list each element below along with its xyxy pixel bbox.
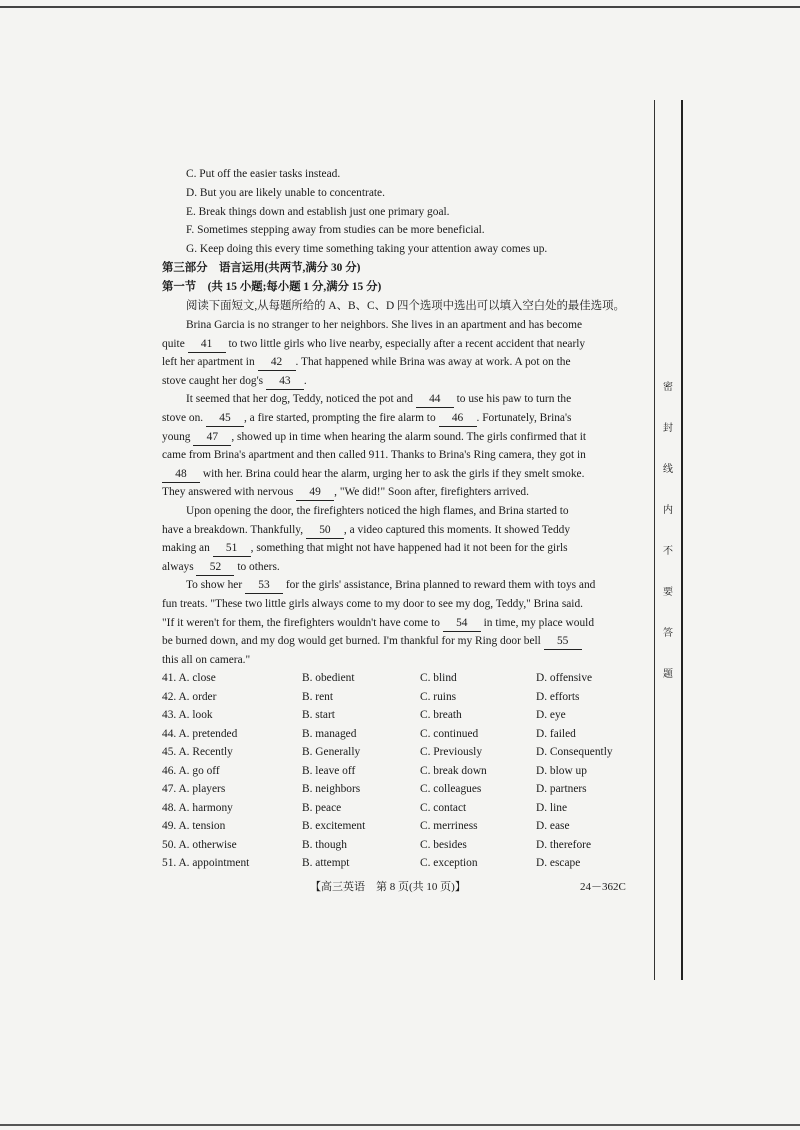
question-option-a: 51. A. appointment bbox=[162, 857, 250, 869]
passage-text: in time, my place would bbox=[480, 616, 595, 629]
passage-line bbox=[162, 466, 584, 483]
passage-line bbox=[162, 447, 586, 463]
passage-line bbox=[186, 391, 571, 408]
question-option-d: D. therefore bbox=[536, 838, 592, 851]
question-option-c: C. colleagues bbox=[420, 783, 482, 795]
question-option-c: C. Previously bbox=[420, 746, 483, 758]
question-option-d: D. offensive bbox=[536, 672, 593, 684]
question-option-a: 42. A. order bbox=[162, 690, 217, 703]
question-option-c: C. merriness bbox=[420, 820, 478, 832]
option-e: E. Break things down and establish just one primary goal. bbox=[186, 206, 450, 218]
passage-text: be burned down, and my dog would get burned. I'm thankful for my Ring door bell bbox=[162, 635, 544, 648]
question-option-c: C. break down bbox=[420, 764, 487, 777]
passage-line bbox=[162, 540, 568, 557]
question-option-b: B. managed bbox=[302, 727, 357, 740]
question-option-a: 43. A. look bbox=[162, 709, 213, 721]
option-d: D. But you are likely unable to concentrate. bbox=[186, 187, 385, 199]
question-row bbox=[162, 837, 638, 853]
question-option-c: C. exception bbox=[420, 857, 478, 869]
answer-blank[interactable]: 54 bbox=[443, 615, 481, 632]
question-option-a: 49. A. tension bbox=[162, 820, 226, 832]
passage-text: making an bbox=[162, 542, 213, 555]
passage-text: to others. bbox=[234, 560, 280, 573]
question-option-c: C. contact bbox=[420, 801, 467, 814]
question-option-b: B. start bbox=[302, 709, 335, 721]
answer-blank[interactable]: 48 bbox=[162, 466, 200, 483]
question-option-b: B. excitement bbox=[302, 820, 366, 832]
question-option-c: C. breath bbox=[420, 709, 462, 721]
passage-text: came from Brina's apartment and then called 911. Thanks to Brina's Ring camera, they got in bbox=[162, 449, 586, 462]
seal-char: 不 bbox=[663, 546, 673, 557]
question-row bbox=[162, 744, 638, 760]
answer-blank[interactable]: 49 bbox=[296, 484, 334, 501]
passage-text: young bbox=[162, 430, 194, 443]
question-row bbox=[162, 781, 638, 797]
part-title: 第三部分 语言运用(共两节,满分 30 分) bbox=[162, 262, 361, 274]
passage-text: , a fire started, prompting the fire alarm to bbox=[243, 412, 439, 424]
top-border bbox=[0, 6, 800, 8]
binding-rule bbox=[654, 100, 655, 980]
seal-char: 密 bbox=[663, 382, 673, 393]
passage-text: quite bbox=[162, 337, 188, 350]
question-row bbox=[162, 763, 638, 779]
passage-line bbox=[162, 559, 280, 576]
passage-text: Brina Garcia is no stranger to her neighbors. She lives in an apartment and has become bbox=[186, 319, 583, 331]
question-option-a: 41. A. close bbox=[162, 672, 216, 684]
question-option-a: 44. A. pretended bbox=[162, 727, 238, 740]
passage-line bbox=[162, 373, 307, 390]
question-option-c: C. blind bbox=[420, 672, 457, 684]
question-option-a: 46. A. go off bbox=[162, 764, 220, 777]
passage-text: , a video captured this moments. It showed Teddy bbox=[343, 523, 571, 536]
seal-char: 题 bbox=[663, 669, 673, 680]
option-f: F. Sometimes stepping away from studies can be more beneficial. bbox=[186, 224, 485, 236]
binding-rule-outer bbox=[681, 100, 683, 980]
passage-text: stove on. bbox=[162, 412, 206, 424]
question-option-b: B. obedient bbox=[302, 672, 355, 684]
answer-blank[interactable]: 46 bbox=[439, 410, 477, 427]
question-option-b: B. peace bbox=[302, 801, 342, 814]
passage-line bbox=[162, 410, 571, 427]
passage-text: . bbox=[303, 374, 307, 387]
question-option-d: D. Consequently bbox=[536, 746, 613, 758]
answer-blank[interactable]: 55 bbox=[544, 633, 582, 650]
answer-blank[interactable]: 53 bbox=[245, 577, 283, 594]
exam-code: 24－362C bbox=[580, 881, 626, 893]
question-option-a: 48. A. harmony bbox=[162, 801, 233, 814]
question-option-b: B. though bbox=[302, 838, 347, 851]
question-row bbox=[162, 707, 638, 723]
passage-line bbox=[186, 317, 582, 333]
passage-text: , something that might not have happened had it not been for the girls bbox=[250, 542, 568, 555]
question-row bbox=[162, 855, 638, 871]
question-row bbox=[162, 818, 638, 834]
option-c: C. Put off the easier tasks instead. bbox=[186, 168, 341, 180]
question-option-d: D. failed bbox=[536, 727, 576, 740]
passage-text: , showed up in time when hearing the alarm sound. The girls confirmed that it bbox=[231, 430, 587, 443]
passage-text: have a breakdown. Thankfully, bbox=[162, 523, 306, 536]
answer-blank[interactable]: 42 bbox=[258, 354, 296, 371]
seal-char: 要 bbox=[663, 587, 673, 598]
answer-blank[interactable]: 45 bbox=[206, 410, 244, 427]
section-subtitle: 第一节 (共 15 小题;每小题 1 分,满分 15 分) bbox=[162, 281, 382, 293]
question-option-b: B. leave off bbox=[302, 764, 356, 777]
seal-char: 答 bbox=[663, 628, 673, 639]
answer-blank[interactable]: 43 bbox=[266, 373, 304, 390]
passage-text: "If it weren't for them, the firefighters wouldn't have come to bbox=[162, 616, 443, 629]
passage-text: this all on camera." bbox=[162, 653, 251, 666]
question-option-d: D. blow up bbox=[536, 764, 587, 777]
option-g: G. Keep doing this every time something taking your attention away comes up. bbox=[186, 243, 548, 255]
passage-text: . That happened while Brina was away at work. A pot on the bbox=[295, 356, 571, 369]
question-row bbox=[162, 800, 638, 816]
seal-line-notice bbox=[660, 378, 676, 706]
question-option-b: B. neighbors bbox=[302, 783, 361, 795]
question-option-a: 45. A. Recently bbox=[162, 746, 233, 758]
passage-line bbox=[186, 577, 595, 594]
seal-char: 线 bbox=[663, 464, 673, 475]
seal-char: 内 bbox=[663, 505, 673, 516]
question-option-c: C. continued bbox=[420, 727, 479, 740]
answer-blank[interactable]: 44 bbox=[416, 391, 454, 408]
answer-blank[interactable]: 47 bbox=[193, 429, 231, 446]
passage-text: with her. Brina could hear the alarm, urging her to ask the girls if they smelt smoke. bbox=[200, 467, 585, 480]
passage-text: To show her bbox=[186, 579, 245, 592]
question-option-d: D. ease bbox=[536, 820, 570, 832]
bottom-border bbox=[0, 1124, 800, 1126]
passage-line bbox=[162, 615, 594, 632]
passage-line bbox=[162, 484, 529, 501]
passage-text: for the girls' assistance, Brina planned to reward them with toys and bbox=[283, 579, 596, 592]
passage-line bbox=[162, 652, 250, 668]
answer-blank[interactable]: 51 bbox=[213, 540, 251, 557]
passage-text: to two little girls who live nearby, especially after a recent accident that nearly bbox=[225, 337, 586, 350]
question-option-b: B. Generally bbox=[302, 746, 361, 758]
seal-char: 封 bbox=[663, 423, 673, 434]
question-option-a: 47. A. players bbox=[162, 783, 226, 795]
passage-text: It seemed that her dog, Teddy, noticed the pot and bbox=[186, 393, 416, 406]
instruction: 阅读下面短文,从每题所给的 A、B、C、D 四个选项中选出可以填入空白处的最佳选项。 bbox=[186, 300, 625, 312]
question-option-d: D. partners bbox=[536, 783, 587, 795]
answer-blank[interactable]: 50 bbox=[306, 522, 344, 539]
question-option-d: D. escape bbox=[536, 857, 581, 869]
question-option-c: C. besides bbox=[420, 838, 467, 851]
question-option-d: D. line bbox=[536, 801, 568, 814]
question-row bbox=[162, 670, 638, 686]
passage-text: Upon opening the door, the firefighters noticed the high flames, and Brina started to bbox=[186, 505, 569, 517]
question-row bbox=[162, 726, 638, 742]
answer-blank[interactable]: 41 bbox=[188, 336, 226, 353]
question-option-d: D. efforts bbox=[536, 690, 580, 703]
page-label: 【高三英语 第 8 页(共 10 页)】 bbox=[310, 881, 466, 893]
passage-text: to use his paw to turn the bbox=[453, 393, 572, 406]
passage-line bbox=[186, 503, 569, 519]
passage-line bbox=[162, 596, 583, 612]
passage-text: They answered with nervous bbox=[162, 486, 297, 499]
question-option-c: C. ruins bbox=[420, 690, 457, 703]
answer-blank[interactable]: 52 bbox=[196, 559, 234, 576]
passage-line bbox=[162, 522, 570, 539]
question-option-a: 50. A. otherwise bbox=[162, 838, 237, 851]
question-row bbox=[162, 689, 638, 705]
passage-text: always bbox=[162, 560, 197, 573]
passage-line bbox=[162, 429, 586, 446]
passage-line bbox=[162, 633, 582, 650]
passage-text: left her apartment in bbox=[162, 356, 258, 369]
passage-line bbox=[162, 336, 585, 353]
question-option-b: B. attempt bbox=[302, 857, 350, 869]
question-option-d: D. eye bbox=[536, 709, 566, 721]
question-option-b: B. rent bbox=[302, 690, 334, 703]
passage-text: fun treats. "These two little girls always come to my door to see my dog, Teddy," Brina said. bbox=[162, 598, 584, 610]
passage-line bbox=[162, 354, 571, 371]
passage-text: stove caught her dog's bbox=[162, 374, 266, 387]
passage-text: . Fortunately, Brina's bbox=[476, 412, 572, 424]
passage-text: , "We did!" Soon after, firefighters arrived. bbox=[334, 486, 529, 499]
